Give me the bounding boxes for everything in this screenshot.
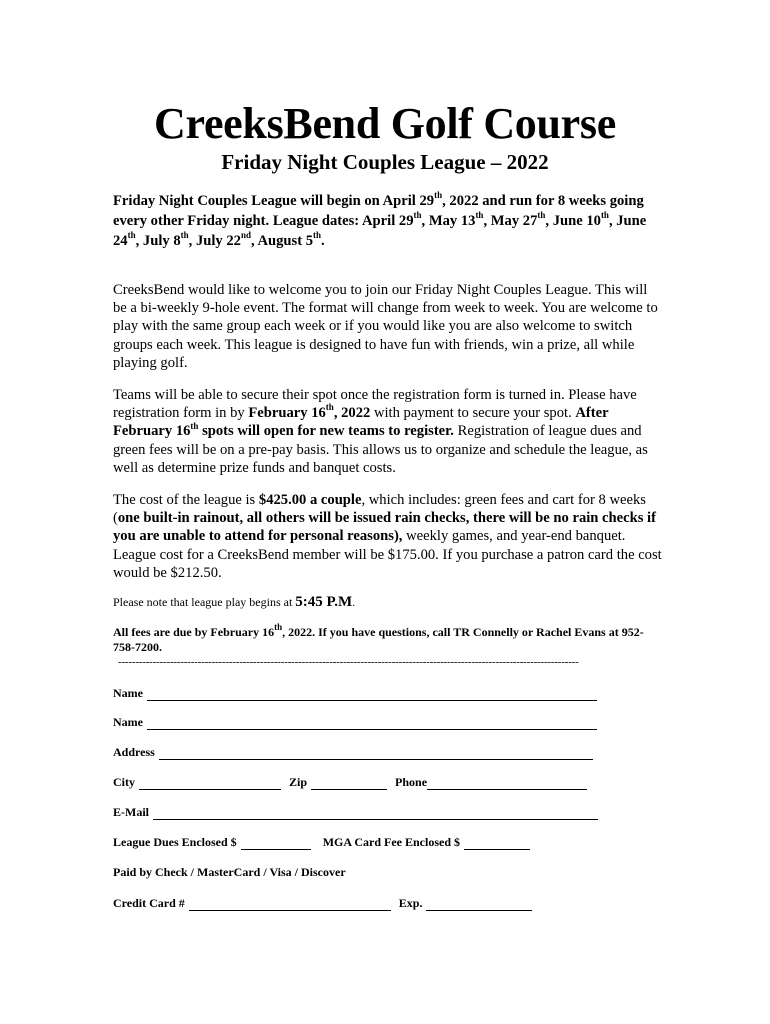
name-line-1[interactable] <box>147 689 597 701</box>
email-label: E-Mail <box>113 805 149 819</box>
exp-line[interactable] <box>426 899 532 911</box>
city-zip-phone-row <box>113 774 587 790</box>
start-time-note: Please note that league play begins at 5:45 P.M. <box>113 594 356 610</box>
mga-fee-line[interactable] <box>464 838 530 850</box>
email-field[interactable] <box>113 804 598 820</box>
address-label: Address <box>113 745 155 759</box>
cost-paragraph: The cost of the league is $425.00 a couple, which includes: green fees and cart for 8 weeks (one built-in rainout, all others will be issued rain checks, there will be no rain checks if you are unable to attend for personal reasons), weekly games, and year-end banquet. League cost for a CreeksBend member will be $175.00. If you purchase a patron card the cost would be $212.50. <box>113 492 662 581</box>
welcome-paragraph: CreeksBend would like to welcome you to join our Friday Night Couples League. This will be a bi-weekly 9-hole event. The format will change from week to week. You are welcome to play with the same group each week or if you would like you are also welcome to switch groups each week. This league is designed to have fun with friends, win a prize, all while playing golf. <box>113 282 658 371</box>
registration-paragraph: Teams will be able to secure their spot once the registration form is turned in. Please have registration form in by February 16th, 2022 with payment to secure your spot. After February 16th spots will open for new teams to register. Registration of league dues and green fees will be on a pre-pay basis. This allows us to organize and schedule the league, as well as determine prize funds and banquet costs. <box>113 387 648 476</box>
exp-label: Exp. <box>398 896 423 910</box>
credit-card-label: Credit Card # <box>113 896 185 910</box>
name-label-2: Name <box>113 715 143 729</box>
email-line[interactable] <box>153 808 598 820</box>
cut-line-divider: ------------------------------------------------------------------------------------------------------------------------------------- <box>118 656 579 668</box>
page-title: CreeksBend Golf Course <box>154 99 616 148</box>
city-label: City <box>113 775 135 789</box>
credit-card-line[interactable] <box>189 899 391 911</box>
zip-line[interactable] <box>311 778 387 790</box>
league-dates-paragraph: Friday Night Couples League will begin on April 29th, 2022 and run for 8 weeks going every other Friday night. League dates: April 29th, May 13th, May 27th, June 10th, June 24th, July 8th, July 22nd, August 5th. <box>113 190 647 249</box>
fees-due-note: All fees are due by February 16th, 2022. If you have questions, call TR Connelly or Rachel Evans at 952-758-7200. <box>113 622 644 654</box>
page-subtitle: Friday Night Couples League – 2022 <box>221 150 549 174</box>
phone-label: Phone <box>395 775 428 789</box>
name-line-2[interactable] <box>147 718 597 730</box>
phone-line[interactable] <box>427 778 587 790</box>
name-field-1[interactable] <box>113 685 597 701</box>
fees-enclosed-row <box>113 834 530 850</box>
league-dues-line[interactable] <box>241 838 311 850</box>
mga-fee-label: MGA Card Fee Enclosed $ <box>322 835 461 849</box>
credit-card-row <box>113 895 532 911</box>
city-line[interactable] <box>139 778 281 790</box>
address-line[interactable] <box>159 748 593 760</box>
name-label-1: Name <box>113 686 143 700</box>
name-field-2[interactable] <box>113 714 597 730</box>
zip-label: Zip <box>289 775 308 789</box>
address-field[interactable] <box>113 744 593 760</box>
league-dues-label: League Dues Enclosed $ <box>113 835 237 849</box>
payment-method-line: Paid by Check / MasterCard / Visa / Discover <box>113 865 346 879</box>
